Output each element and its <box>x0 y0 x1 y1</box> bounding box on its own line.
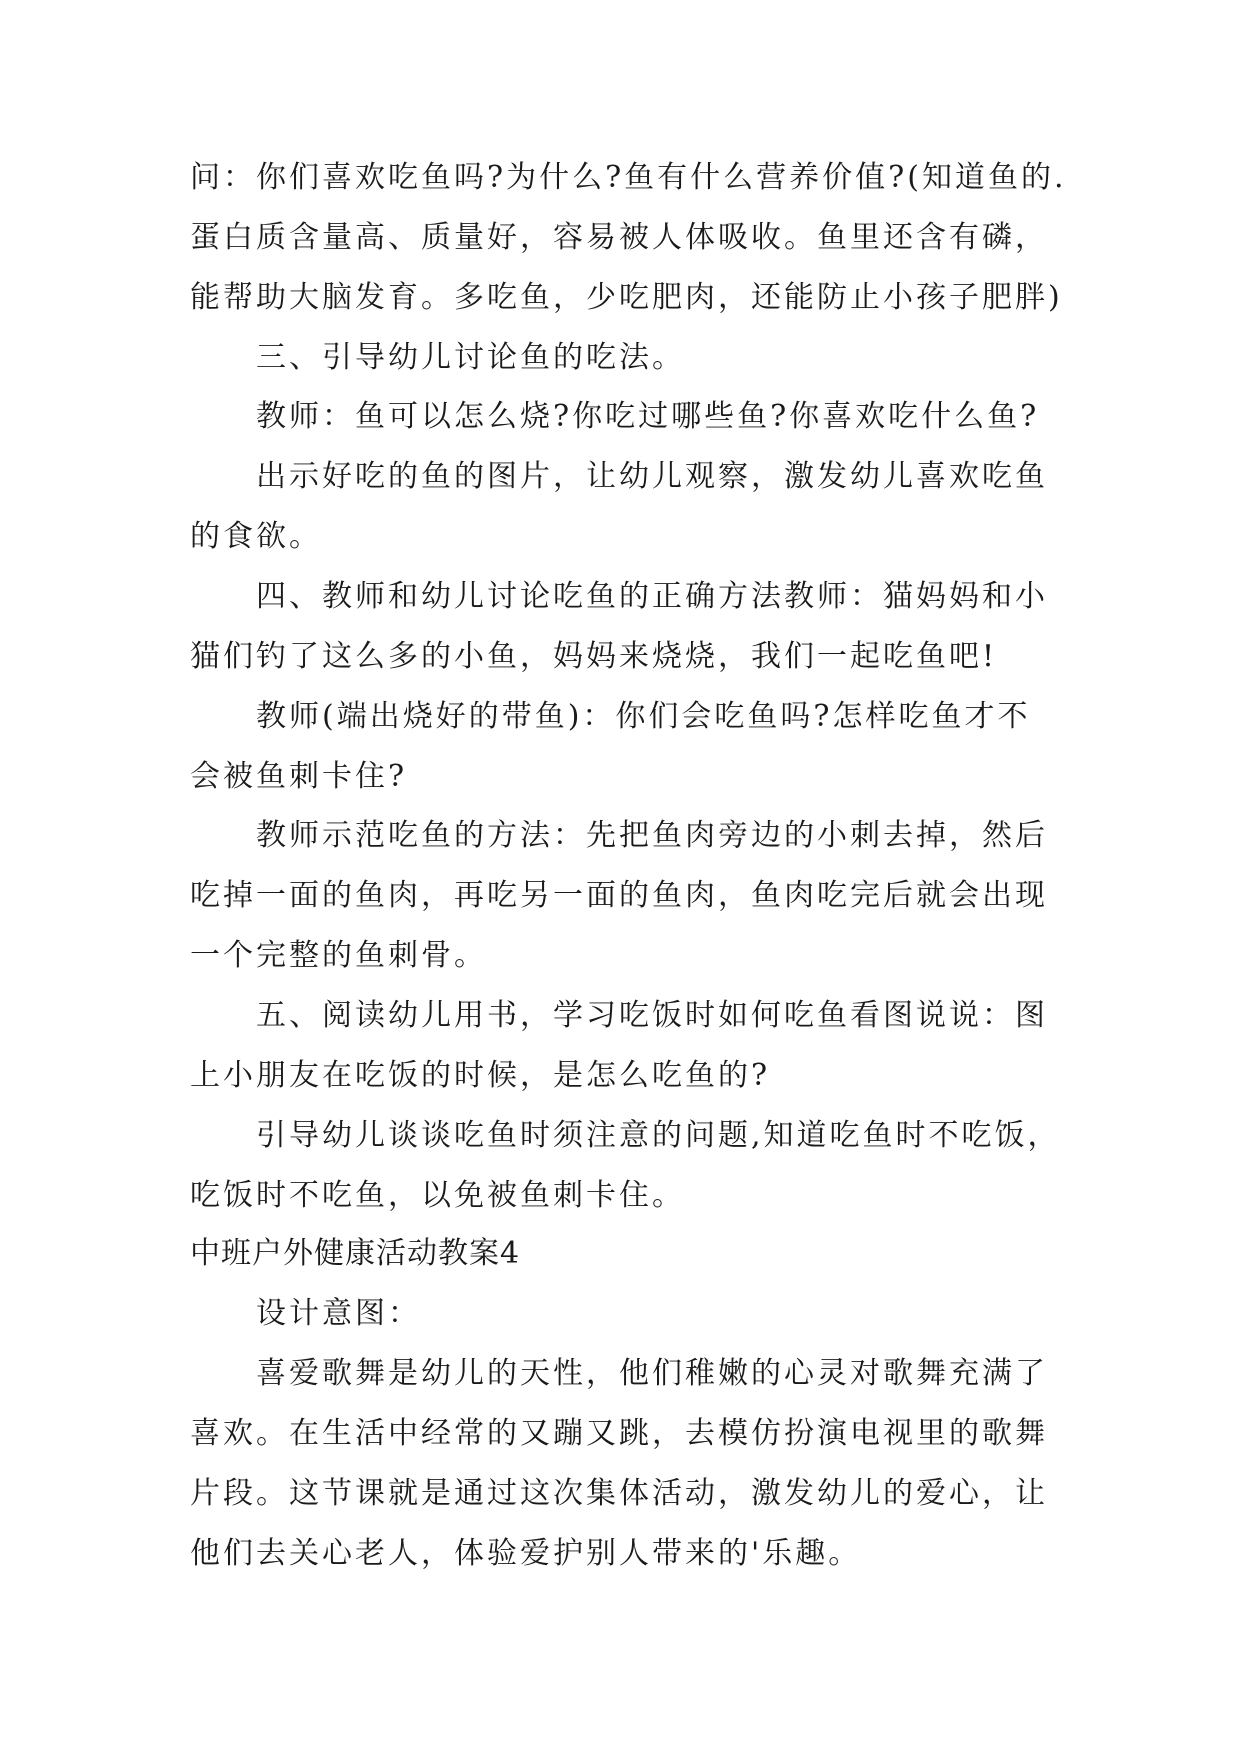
paragraph-line: 出示好吃的鱼的图片，让幼儿观察，激发幼儿喜欢吃鱼 <box>256 459 1048 494</box>
paragraph-line: 上小朋友在吃饭的时候，是怎么吃鱼的? <box>190 1058 771 1093</box>
paragraph-line: 引导幼儿谈谈吃鱼时须注意的问题,知道吃鱼时不吃饭， <box>256 1118 1061 1153</box>
subheading: 设计意图： <box>256 1296 421 1331</box>
paragraph-line: 教师示范吃鱼的方法：先把鱼肉旁边的小刺去掉，然后 <box>256 818 1048 853</box>
paragraph-line: 会被鱼刺卡住? <box>190 759 408 794</box>
paragraph-line: 喜欢。在生活中经常的又蹦又跳，去模仿扮演电视里的歌舞 <box>190 1416 1048 1451</box>
paragraph-line: 一个完整的鱼刺骨。 <box>190 938 487 973</box>
section-heading: 三、引导幼儿讨论鱼的吃法。 <box>256 340 685 375</box>
paragraph-line: 教师：鱼可以怎么烧?你吃过哪些鱼?你喜欢吃什么鱼? <box>256 399 1040 434</box>
paragraph-line: 吃掉一面的鱼肉，再吃另一面的鱼肉，鱼肉吃完后就会出现 <box>190 878 1048 913</box>
document-title: 中班户外健康活动教案4 <box>190 1236 521 1271</box>
paragraph-line: 喜爱歌舞是幼儿的天性，他们稚嫩的心灵对歌舞充满了 <box>256 1356 1048 1391</box>
paragraph-line: 问：你们喜欢吃鱼吗?为什么?鱼有什么营养价值?(知道鱼的. <box>190 160 1067 195</box>
paragraph-line: 他们去关心老人，体验爱护别人带来的'乐趣。 <box>190 1536 862 1571</box>
section-heading: 四、教师和幼儿讨论吃鱼的正确方法教师：猫妈妈和小 <box>256 579 1048 614</box>
paragraph-line: 蛋白质含量高、质量好，容易被人体吸收。鱼里还含有磷， <box>190 220 1048 255</box>
paragraph-line: 吃饭时不吃鱼，以免被鱼刺卡住。 <box>190 1178 685 1213</box>
section-heading: 五、阅读幼儿用书，学习吃饭时如何吃鱼看图说说：图 <box>256 998 1048 1033</box>
paragraph-line: 的食欲。 <box>190 519 322 554</box>
paragraph-line: 猫们钓了这么多的小鱼，妈妈来烧烧，我们一起吃鱼吧! <box>190 639 998 674</box>
paragraph-line: 能帮助大脑发育。多吃鱼，少吃肥肉，还能防止小孩子肥胖) <box>190 280 1063 315</box>
paragraph-line: 片段。这节课就是通过这次集体活动，激发幼儿的爱心，让 <box>190 1476 1048 1511</box>
paragraph-line: 教师(端出烧好的带鱼)：你们会吃鱼吗?怎样吃鱼才不 <box>256 699 1031 734</box>
